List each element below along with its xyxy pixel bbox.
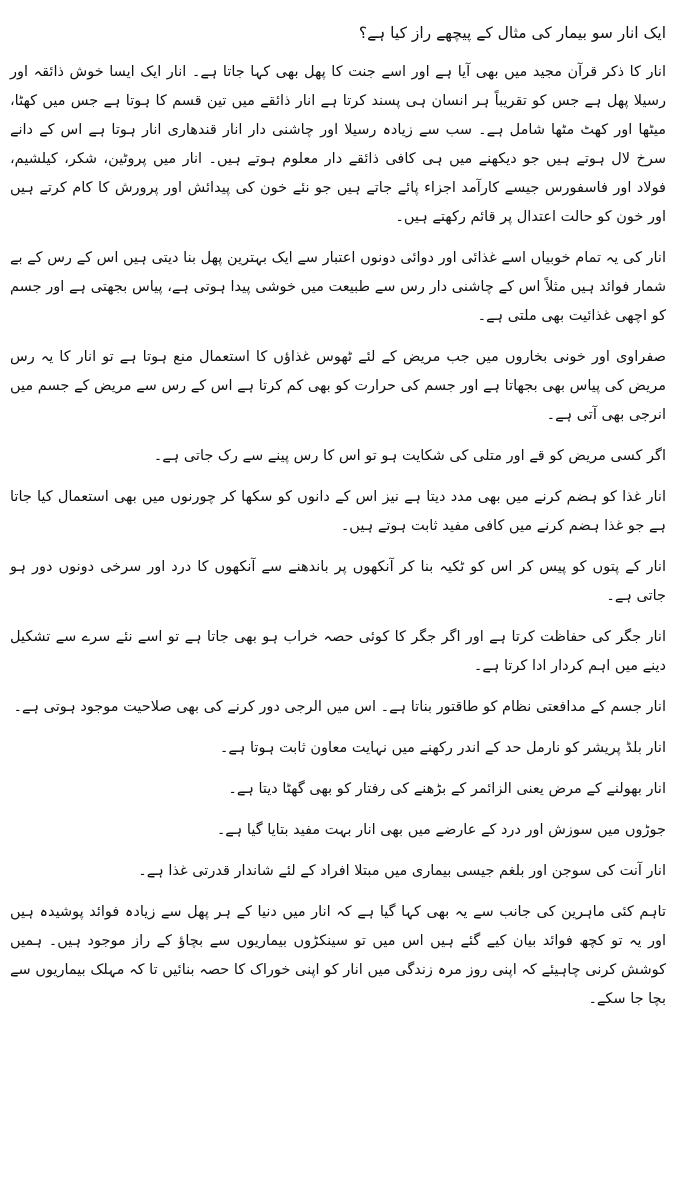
paragraph-digestion: انار غذا کو ہضم کرنے میں بھی مدد دیتا ہے نیز اس کے دانوں کو سکھا کر چورنوں میں بھی استعمال کیا جاتا ہے جو غذا ہضم کرنے میں کافی مفید ثابت ہوتے ہیں۔	[10, 489, 666, 534]
paragraph-conclusion: تاہم کئی ماہرین کی جانب سے یہ بھی کہا گیا ہے کہ انار میں دنیا کے ہر پھل سے زیادہ فوائد پوشیدہ ہیں اور یہ تو کچھ فوائد بیان کیے گئے ہیں اس میں تو سینکڑوں بیماریوں سے بچاؤ کے راز موجود ہیں۔ ہمیں کوشش کرنی چاہیئے کہ اپنی روز مرہ زندگی میں انار کو اپنی خوراک کا حصہ بنائیں تا کہ مہلک بیماریوں سے بچا جا سکے۔	[10, 904, 666, 1007]
paragraph-fever: صفراوی اور خونی بخاروں میں جب مریض کے لئے ٹھوس غذاؤں کا استعمال منع ہوتا ہے تو انار کا یہ رس مریض کی پیاس بھی بجھاتا ہے اور جسم کی حرارت کو بھی کم کرتا ہے اس کے رس سے مریض کے جسم میں انرجی بھی آتی ہے۔	[10, 349, 666, 423]
paragraph-nausea: اگر کسی مریض کو قے اور متلی کی شکایت ہو تو اس کا رس پینے سے رک جاتی ہے۔	[153, 448, 666, 464]
paragraph-eyes: انار کے پتوں کو پیس کر اس کو ٹکیہ بنا کر آنکھوں پر باندھنے سے آنکھوں کا درد اور سرخی دونوں دور ہو جاتی ہے۔	[10, 559, 666, 604]
paragraph-alzheimers: انار بھولنے کے مرض یعنی الزائمر کے بڑھنے کی رفتار کو بھی گھٹا دیتا ہے۔	[228, 781, 666, 797]
paragraph-benefits: انار کی یہ تمام خوبیاں اسے غذائی اور دوائی دونوں اعتبار سے ایک بہترین پھل بنا دیتی ہیں اس کے رس کے بے شمار فوائد ہیں مثلاً اس کے چاشنی دار رس سے طبیعت میں خوشی پیدا ہوتی ہے، پیاس بجھتی ہے اور جسم کو اچھی غذائیت بھی ملتی ہے۔	[10, 250, 666, 324]
paragraph-intro: انار کا ذکر قرآن مجید میں بھی آیا ہے اور اسے جنت کا پھل بھی کہا جاتا ہے۔ انار ایک ایسا خوش ذائقہ اور رسیلا پھل ہے جس کو تقریباً ہر انسان ہی پسند کرتا ہے انار ذائقے میں تین قسم کا ہوتا ہے جس میں کھٹا، میٹھا اور کھٹ مٹھا شامل ہے۔ سب سے زیادہ رسیلا اور چاشنی دار انار قندھاری انار ہوتا ہے اس کے دانے سرخ لال ہوتے ہیں جو دیکھنے میں ہی کافی ذائقے دار معلوم ہوتے ہیں۔ انار میں پروٹین، شکر، کیلشیم، فولاد اور فاسفورس جیسے کارآمد اجزاء پائے جاتے ہیں جو نئے خون کی پیدائش اور پرورش کا کام کرتے ہیں اور خون کو حالت اعتدال پر قائم رکھتے ہیں۔	[10, 64, 666, 225]
paragraph-liver: انار جگر کی حفاظت کرتا ہے اور اگر جگر کا کوئی حصہ خراب ہو بھی جاتا ہے تو اسے نئے سرے سے تشکیل دینے میں اہم کردار ادا کرتا ہے۔	[10, 629, 666, 674]
paragraph-immunity: انار جسم کے مدافعتی نظام کو طاقتور بناتا ہے۔ اس میں الرجی دور کرنے کی بھی صلاحیت موجود ہوتی ہے۔	[13, 699, 666, 715]
paragraph-blood-pressure: انار بلڈ پریشر کو نارمل حد کے اندر رکھنے میں نہایت معاون ثابت ہوتا ہے۔	[219, 740, 666, 756]
paragraph-intestine: انار آنت کی سوجن اور بلغم جیسی بیماری میں مبتلا افراد کے لئے شاندار قدرتی غذا ہے۔	[138, 863, 666, 879]
article-title: ایک انار سو بیمار کی مثال کے پیچھے راز کیا ہے؟	[358, 24, 666, 42]
paragraph-joints: جوڑوں میں سوزش اور درد کے عارضے میں بھی انار بہت مفید بتایا گیا ہے۔	[216, 822, 666, 838]
